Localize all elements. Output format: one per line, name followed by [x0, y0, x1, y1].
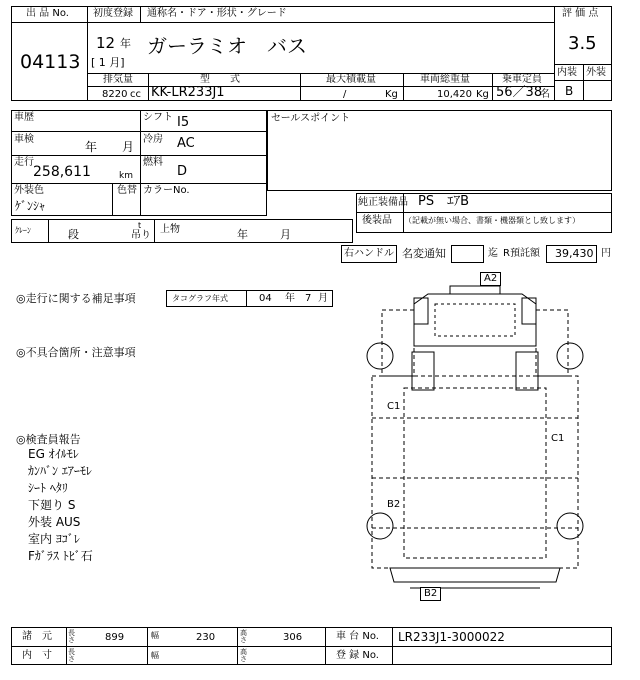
report-line: EG ｵｲﾙﾓﾚ: [28, 447, 79, 461]
crane-v2: [154, 219, 155, 243]
footer-v2: [147, 627, 148, 665]
gross-weight: 10,420: [437, 89, 472, 100]
equipment-label: 純正装備品: [358, 197, 408, 208]
history-label: 車歴: [14, 112, 34, 123]
crane-ton: t: [138, 221, 142, 230]
diagram-wheel-rl: [367, 513, 393, 539]
diagram-rear: [390, 568, 560, 582]
diagram-front-door-left: [412, 352, 434, 390]
diagram-cab: [414, 294, 536, 346]
spec-v2: [300, 73, 301, 101]
diagram-hood: [450, 286, 500, 294]
spec-top: [87, 73, 554, 74]
inspection-month-unit: 月: [122, 140, 135, 154]
details-h1: [11, 131, 267, 132]
spec-left-v: [87, 73, 88, 101]
interior-length-label: 長さ: [68, 648, 75, 663]
interior-dims-label: 内 寸: [22, 650, 52, 661]
diagram-mark: C1: [387, 401, 401, 412]
lot-no-label: 出 品 No.: [26, 8, 69, 19]
height: 306: [283, 632, 303, 643]
max-load-label: 最大積載量: [326, 74, 376, 85]
diagram-mark: A2: [480, 272, 501, 286]
capacity: 56／38: [496, 85, 543, 100]
driving-title: ◎走行に関する補足事項: [16, 292, 136, 305]
shift: I5: [177, 115, 190, 130]
footer-v4: [325, 627, 326, 665]
report-line: 室内 ﾖｺﾞﾚ: [28, 532, 80, 546]
capacity-unit: 名: [540, 89, 550, 100]
crane-stage: 段: [68, 228, 79, 241]
header-top-divider: [11, 22, 87, 23]
upper-label: 上物: [160, 224, 180, 235]
details-v1: [140, 110, 141, 216]
gross-weight-unit: Kg: [476, 89, 489, 100]
aftermarket-note: （記載が無い場合、書類・機器類とし致します）: [404, 216, 580, 225]
ac-label: 冷房: [143, 134, 163, 145]
diagram-body-inner: [404, 388, 546, 558]
details-h3: [11, 183, 267, 184]
diagram-front-door-right: [516, 352, 538, 390]
report-line: 下廻り S: [28, 498, 76, 512]
right-hand-label: 右ハンドル: [344, 248, 394, 259]
gross-weight-label: 車両総重量: [420, 74, 470, 85]
color-no-label: カラーNo.: [143, 185, 190, 196]
interior-width-label: 幅: [151, 651, 159, 660]
reg-label: 登 録 No.: [336, 650, 379, 661]
color-change-label: 色替: [117, 185, 137, 196]
diagram-mark: C1: [551, 433, 565, 444]
exterior-color-label: 外装色: [14, 185, 44, 196]
displacement-unit: cc: [130, 89, 141, 100]
tacho-year-unit: 年: [285, 293, 295, 304]
height-label: 高さ: [240, 629, 247, 644]
spec-v4: [492, 73, 493, 101]
details-v2: [112, 183, 113, 216]
width-label: 幅: [151, 631, 159, 640]
upper-month-unit: 月: [280, 228, 291, 241]
first-reg-label: 初度登録: [93, 8, 133, 19]
header-sub-divider: [87, 22, 554, 23]
max-load-unit: Kg: [385, 89, 398, 100]
first-reg-year-unit: 年: [120, 37, 131, 50]
tacho-year: 04: [259, 293, 272, 304]
header-score-v: [554, 6, 555, 101]
mileage: 258,611: [33, 164, 91, 180]
spec-v3: [403, 73, 404, 101]
name-label: 通称名・ドア・形状・グレード: [147, 8, 287, 19]
shift-label: シフト: [143, 112, 173, 123]
model: KK-LR233J1: [151, 85, 225, 100]
crane-frame: [11, 219, 353, 243]
diagram-mark: B2: [387, 499, 401, 510]
chassis-no: LR233J1-3000022: [398, 630, 505, 644]
tacho-month-unit: 月: [318, 293, 328, 304]
refund-label: 迄: [488, 248, 498, 259]
interior-height-label: 高さ: [240, 648, 247, 663]
car-name: ガーラミオ バス: [147, 34, 307, 58]
model-label: 型 式: [200, 74, 240, 85]
width: 230: [196, 632, 216, 643]
footer-v1: [66, 627, 67, 665]
interior-grade: B: [565, 84, 574, 98]
tacho-month: 7: [305, 293, 312, 304]
details-h2: [11, 155, 267, 156]
crane-v1: [48, 219, 49, 243]
inspection-year-unit: 年: [85, 140, 98, 154]
name-change-box: [451, 245, 484, 263]
exterior-color: ｹﾞﾝｼｬ: [15, 199, 46, 213]
fuel-label: 燃料: [143, 157, 163, 168]
diagram-front-left-panel: [382, 310, 414, 376]
fuel: D: [177, 164, 188, 179]
crane-label: ｸﾚｰﾝ: [15, 226, 31, 235]
score-label: 評 価 点: [562, 8, 599, 19]
equipment-h: [356, 212, 612, 213]
tachograph-v: [246, 290, 247, 307]
report-line: Fｶﾞﾗｽ ﾄﾋﾞ石: [28, 549, 93, 563]
sales-point-label: セールスポイント: [271, 113, 351, 124]
report-line: ｶﾝﾊﾞﾝ ｴｱｰﾓﾚ: [28, 464, 92, 478]
lot-no: 04113: [20, 51, 81, 73]
diagram-wheel-fl: [367, 343, 393, 369]
header-v2: [140, 6, 141, 22]
exterior-grade-label: 外装: [586, 67, 606, 78]
footer-h: [11, 646, 612, 647]
length-label: 長さ: [68, 629, 75, 644]
mileage-unit: km: [119, 171, 133, 181]
displacement: 8220: [102, 89, 128, 100]
defects-title: ◎不具合箇所・注意事項: [16, 346, 136, 359]
report-line: 外装 AUS: [28, 515, 81, 529]
equipment: PS ｴｱB: [418, 194, 470, 209]
upper-year-unit: 年: [237, 228, 248, 241]
first-reg-year: 12: [96, 34, 116, 52]
mileage-label: 走行: [14, 157, 34, 168]
diagram-wheel-fr: [557, 343, 583, 369]
aftermarket-label: 後装品: [362, 215, 392, 226]
displacement-label: 排気量: [103, 74, 133, 85]
length: 899: [105, 632, 125, 643]
capacity-label: 乗車定員: [502, 74, 542, 85]
first-reg-month: [ 1 月]: [91, 56, 125, 69]
tachograph-label: タコグラフ年式: [172, 294, 228, 303]
chassis-label: 車 台 No.: [336, 631, 379, 642]
recycle-amount: 39,430: [555, 247, 594, 260]
footer-v5: [392, 627, 393, 665]
interior-grade-label: 内装: [557, 67, 577, 78]
diagram-front-right-panel: [536, 310, 568, 376]
inspection-label: 車検: [14, 134, 34, 145]
footer-v3: [237, 627, 238, 665]
inspector-title: ◎検査員報告: [16, 433, 81, 446]
max-load: /: [343, 89, 347, 100]
spec-v1: [148, 73, 149, 101]
diagram-mark: B2: [420, 587, 441, 601]
ac: AC: [177, 136, 195, 151]
details-left-frame: [11, 110, 267, 216]
recycle-label: R預託額: [503, 248, 540, 259]
score: 3.5: [568, 33, 597, 54]
diagram-wheel-rr: [557, 513, 583, 539]
diagram-windshield: [435, 304, 515, 336]
crane-lift: 吊り: [131, 230, 151, 241]
recycle-unit: 円: [601, 248, 611, 259]
report-line: ｼｰﾄ ﾍﾀﾘ: [28, 481, 68, 495]
dims-label: 諸 元: [22, 631, 52, 642]
header-score-v2: [583, 64, 584, 101]
name-change-label: 名変通知: [402, 247, 446, 260]
